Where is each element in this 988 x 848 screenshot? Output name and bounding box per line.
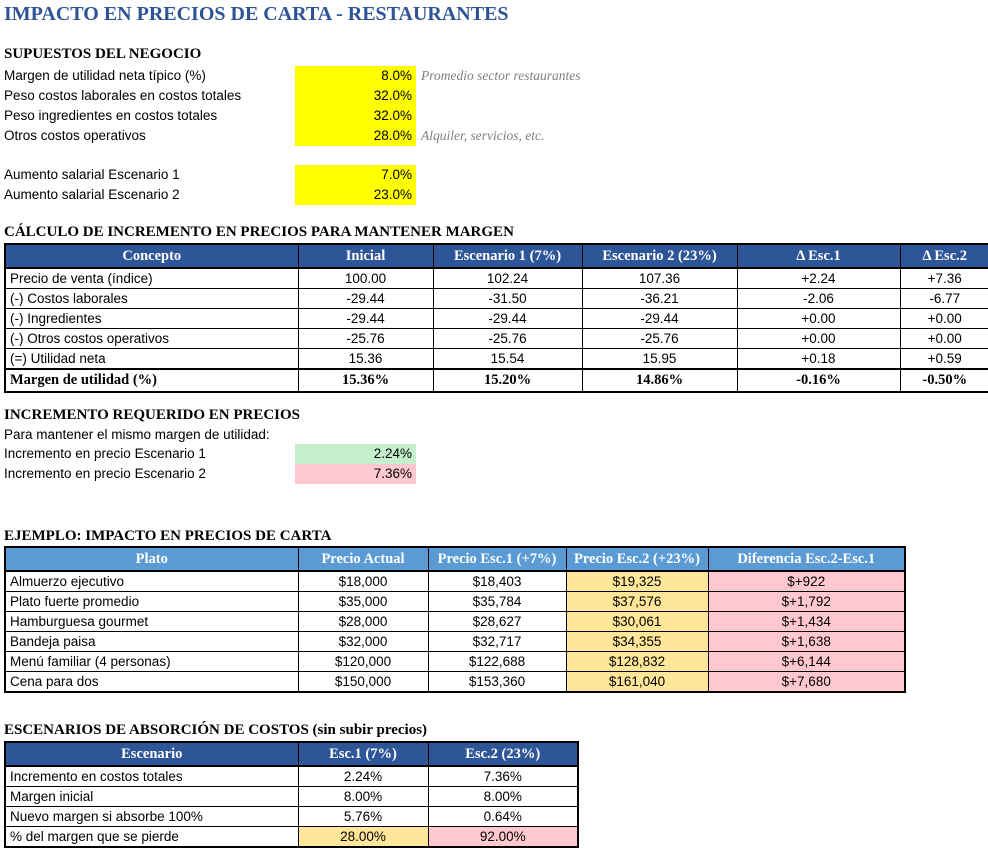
increment-row: [4, 464, 988, 484]
table-cell: $35,000: [298, 592, 428, 612]
increment-value-cell: 7.36%: [295, 464, 416, 484]
table-row: [5, 766, 578, 787]
table-cell: 102.24: [433, 268, 582, 289]
table-cell: $120,000: [298, 652, 428, 672]
table-cell: $28,627: [428, 612, 566, 632]
table-cell: 0.64%: [428, 807, 578, 827]
table-cell: 8.00%: [428, 787, 578, 807]
margin-lost-row: [5, 827, 578, 848]
menu-col-diferencia: Diferencia Esc.2-Esc.1: [708, 547, 905, 571]
menu-header-row: [5, 547, 905, 571]
table-cell: +0.18: [737, 349, 900, 370]
assumption-value-cell[interactable]: 8.0%: [295, 66, 416, 86]
table-cell: $18,000: [298, 571, 428, 592]
table-cell: 107.36: [582, 268, 737, 289]
table-cell: +0.00: [900, 329, 988, 349]
section-heading-supuestos: SUPUESTOS DEL NEGOCIO: [4, 46, 202, 62]
table-row: [5, 349, 988, 370]
table-cell: -2.06: [737, 289, 900, 309]
table-cell: 15.20%: [433, 369, 582, 392]
calc-col-escenario1: Escenario 1 (7%): [433, 244, 582, 268]
table-cell: 14.86%: [582, 369, 737, 392]
increment-row: [4, 444, 988, 464]
table-cell: -29.44: [433, 309, 582, 329]
assumption-row: [4, 165, 988, 185]
calc-col-escenario2: Escenario 2 (23%): [582, 244, 737, 268]
table-cell: 5.76%: [298, 807, 428, 827]
table-row: [5, 309, 988, 329]
row-label: Cena para dos: [5, 672, 298, 693]
table-row: [5, 652, 905, 672]
table-cell: 2.24%: [298, 766, 428, 787]
row-label: Hamburguesa gourmet: [5, 612, 298, 632]
table-row: [5, 592, 905, 612]
row-label: (-) Ingredientes: [5, 309, 298, 329]
table-cell: -31.50: [433, 289, 582, 309]
assumption-label: Margen de utilidad neta típico (%): [4, 68, 206, 83]
menu-table: [4, 546, 906, 693]
increment-value-cell: 2.24%: [295, 444, 416, 464]
row-label: Almuerzo ejecutivo: [5, 571, 298, 592]
table-cell: -36.21: [582, 289, 737, 309]
assumption-value-cell[interactable]: 32.0%: [295, 86, 416, 106]
table-cell: $32,717: [428, 632, 566, 652]
assumption-label: Peso ingredientes en costos totales: [4, 108, 218, 123]
table-cell: +0.00: [737, 329, 900, 349]
table-cell: $+6,144: [708, 652, 905, 672]
assumption-value-cell[interactable]: 7.0%: [295, 165, 416, 185]
assumption-value-cell[interactable]: 23.0%: [295, 185, 416, 205]
calc-col-concepto: Concepto: [5, 244, 298, 268]
table-cell: +7.36: [900, 268, 988, 289]
table-cell: $+7,680: [708, 672, 905, 693]
table-cell: $18,403: [428, 571, 566, 592]
table-cell: +0.00: [900, 309, 988, 329]
table-cell: -25.76: [433, 329, 582, 349]
increment-label: Incremento en precio Escenario 2: [4, 466, 206, 481]
assumption-row: [4, 126, 988, 146]
table-cell: +0.00: [737, 309, 900, 329]
table-cell: $+922: [708, 571, 905, 592]
table-cell: $+1,792: [708, 592, 905, 612]
table-cell: -0.50%: [900, 369, 988, 392]
table-cell: $128,832: [566, 652, 708, 672]
assumption-value-cell[interactable]: 28.0%: [295, 126, 416, 146]
table-cell: 15.54: [433, 349, 582, 370]
table-cell: -6.77: [900, 289, 988, 309]
row-label: (=) Utilidad neta: [5, 349, 298, 370]
assumption-row: [4, 106, 988, 126]
assumption-note: Alquiler, servicios, etc.: [421, 128, 545, 143]
increment-block: [4, 444, 988, 484]
absorption-col-esc2: Esc.2 (23%): [428, 742, 578, 766]
row-label: Menú familiar (4 personas): [5, 652, 298, 672]
row-label: Plato fuerte promedio: [5, 592, 298, 612]
increment-label: Incremento en precio Escenario 1: [4, 446, 206, 461]
table-cell: $34,355: [566, 632, 708, 652]
table-cell: 8.00%: [298, 787, 428, 807]
table-cell: $19,325: [566, 571, 708, 592]
table-row: [5, 268, 988, 289]
table-cell: 100.00: [298, 268, 433, 289]
table-cell: 15.36%: [298, 369, 433, 392]
absorption-col-esc1: Esc.1 (7%): [298, 742, 428, 766]
calc-header-row: [5, 244, 988, 268]
calc-table: [4, 243, 988, 393]
row-label: Precio de venta (índice): [5, 268, 298, 289]
calc-col-delta-esc1: Δ Esc.1: [737, 244, 900, 268]
row-label: (-) Otros costos operativos: [5, 329, 298, 349]
table-row: [5, 329, 988, 349]
table-cell: $37,576: [566, 592, 708, 612]
table-cell: 28.00%: [298, 827, 428, 848]
assumptions-block: [4, 66, 988, 146]
table-cell: 15.36: [298, 349, 433, 370]
table-row: [5, 612, 905, 632]
row-label: Margen inicial: [5, 787, 298, 807]
table-cell: $32,000: [298, 632, 428, 652]
table-cell: $161,040: [566, 672, 708, 693]
table-cell: $30,061: [566, 612, 708, 632]
absorption-col-escenario: Escenario: [5, 742, 298, 766]
table-cell: 92.00%: [428, 827, 578, 848]
table-row: [5, 672, 905, 693]
assumption-note: Promedio sector restaurantes: [421, 68, 581, 83]
table-row: [5, 807, 578, 827]
assumption-value-cell[interactable]: 32.0%: [295, 106, 416, 126]
table-cell: $122,688: [428, 652, 566, 672]
row-label: Margen de utilidad (%): [5, 369, 298, 392]
row-label: Bandeja paisa: [5, 632, 298, 652]
margin-total-row: [5, 369, 988, 392]
assumption-row: [4, 185, 988, 205]
row-label: Nuevo margen si absorbe 100%: [5, 807, 298, 827]
absorption-header-row: [5, 742, 578, 766]
page-title: IMPACTO EN PRECIOS DE CARTA - RESTAURANTES: [4, 3, 509, 25]
section-heading-incremento: INCREMENTO REQUERIDO EN PRECIOS: [4, 407, 301, 423]
table-cell: $153,360: [428, 672, 566, 693]
table-row: [5, 787, 578, 807]
menu-col-precio-actual: Precio Actual: [298, 547, 428, 571]
table-cell: -25.76: [298, 329, 433, 349]
section-heading-calculo: CÁLCULO DE INCREMENTO EN PRECIOS PARA MANTENER MARGEN: [4, 224, 514, 240]
section-heading-ejemplo: EJEMPLO: IMPACTO EN PRECIOS DE CARTA: [4, 528, 332, 544]
table-cell: 7.36%: [428, 766, 578, 787]
salary-assumptions-block: [4, 165, 988, 205]
table-cell: $150,000: [298, 672, 428, 693]
row-label: (-) Costos laborales: [5, 289, 298, 309]
assumption-label: Aumento salarial Escenario 2: [4, 187, 180, 202]
table-cell: +0.59: [900, 349, 988, 370]
table-cell: -29.44: [582, 309, 737, 329]
table-cell: -0.16%: [737, 369, 900, 392]
table-cell: -25.76: [582, 329, 737, 349]
menu-col-precio-esc2: Precio Esc.2 (+23%): [566, 547, 708, 571]
section-heading-escenarios: ESCENARIOS DE ABSORCIÓN DE COSTOS (sin subir precios): [4, 722, 428, 738]
assumption-row: [4, 86, 988, 106]
table-cell: 15.95: [582, 349, 737, 370]
menu-col-precio-esc1: Precio Esc.1 (+7%): [428, 547, 566, 571]
table-cell: $+1,434: [708, 612, 905, 632]
increment-subtitle: Para mantener el mismo margen de utilidad:: [4, 427, 270, 442]
assumption-label: Peso costos laborales en costos totales: [4, 88, 242, 103]
table-cell: $28,000: [298, 612, 428, 632]
table-row: [5, 571, 905, 592]
calc-col-delta-esc2: Δ Esc.2: [900, 244, 988, 268]
assumption-label: Otros costos operativos: [4, 128, 146, 143]
table-cell: $+1,638: [708, 632, 905, 652]
absorption-table: [4, 741, 579, 848]
table-row: [5, 289, 988, 309]
table-cell: -29.44: [298, 289, 433, 309]
table-cell: +2.24: [737, 268, 900, 289]
table-cell: -29.44: [298, 309, 433, 329]
menu-col-plato: Plato: [5, 547, 298, 571]
calc-col-inicial: Inicial: [298, 244, 433, 268]
assumption-label: Aumento salarial Escenario 1: [4, 167, 180, 182]
row-label: Incremento en costos totales: [5, 766, 298, 787]
table-cell: $35,784: [428, 592, 566, 612]
row-label: % del margen que se pierde: [5, 827, 298, 848]
assumption-row: [4, 66, 988, 86]
table-row: [5, 632, 905, 652]
